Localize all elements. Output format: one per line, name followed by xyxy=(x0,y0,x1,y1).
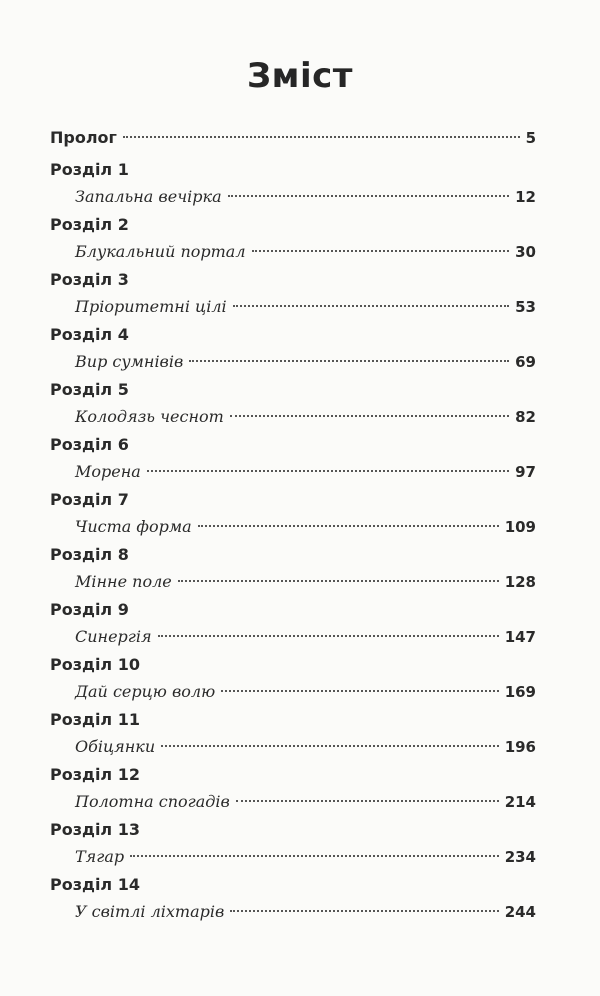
chapter-title: У світлі ліхтарів xyxy=(75,902,225,921)
chapter-title: Обіцянки xyxy=(75,737,156,756)
dot-leader xyxy=(123,136,520,138)
toc-chapter xyxy=(50,376,536,431)
toc-chapter xyxy=(50,596,536,651)
dot-leader xyxy=(228,195,510,197)
dot-leader xyxy=(198,525,499,527)
toc-chapter xyxy=(50,651,536,706)
chapter-title: Блукальний портал xyxy=(75,242,246,261)
chapter-title: Синергія xyxy=(75,627,152,646)
page-number: 214 xyxy=(504,793,536,811)
dot-leader xyxy=(178,580,499,582)
chapter-title: Вир сумнівів xyxy=(75,352,184,371)
chapter-heading: Розділ 9 xyxy=(50,600,129,619)
chapter-title: Мінне поле xyxy=(75,572,172,591)
chapter-title: Пріоритетні цілі xyxy=(75,297,227,316)
page-number: 169 xyxy=(504,683,536,701)
chapter-heading: Розділ 5 xyxy=(50,380,129,399)
page-number: 30 xyxy=(515,243,536,261)
dot-leader xyxy=(161,745,499,747)
page-number: 5 xyxy=(525,129,536,147)
toc-chapter xyxy=(50,761,536,816)
page-title: Зміст xyxy=(247,56,353,96)
dot-leader xyxy=(189,360,509,362)
dot-leader xyxy=(252,250,510,252)
chapter-title: Запальна вечірка xyxy=(75,187,222,206)
toc-chapter xyxy=(50,816,536,871)
toc-entry[interactable] xyxy=(50,898,536,926)
chapter-title: Чиста форма xyxy=(75,517,192,536)
dot-leader xyxy=(230,910,498,912)
toc-entry[interactable] xyxy=(50,678,536,706)
toc-entry[interactable] xyxy=(50,623,536,651)
toc-entry[interactable] xyxy=(50,843,536,871)
chapter-title: Дай серцю волю xyxy=(75,682,216,701)
chapter-heading: Розділ 1 xyxy=(50,160,129,179)
dot-leader xyxy=(147,470,509,472)
toc-entry[interactable] xyxy=(50,293,536,321)
dot-leader xyxy=(130,855,499,857)
chapter-heading: Розділ 12 xyxy=(50,765,140,784)
page-number: 69 xyxy=(515,353,536,371)
chapter-list xyxy=(50,156,536,926)
chapter-heading: Розділ 14 xyxy=(50,875,140,894)
page-number: 53 xyxy=(515,298,536,316)
toc-entry[interactable] xyxy=(50,733,536,761)
page-number: 97 xyxy=(515,463,536,481)
page-number: 244 xyxy=(504,903,536,921)
toc-chapter xyxy=(50,321,536,376)
table-of-contents xyxy=(50,124,536,926)
toc-chapter xyxy=(50,156,536,211)
toc-chapter xyxy=(50,211,536,266)
toc-entry[interactable] xyxy=(50,183,536,211)
toc-chapter xyxy=(50,706,536,761)
toc-entry[interactable] xyxy=(50,403,536,431)
toc-entry[interactable] xyxy=(50,513,536,541)
prologue-label: Пролог xyxy=(50,128,117,147)
toc-chapter xyxy=(50,541,536,596)
toc-chapter xyxy=(50,486,536,541)
dot-leader xyxy=(158,635,499,637)
chapter-title: Тягар xyxy=(75,847,125,866)
chapter-heading: Розділ 2 xyxy=(50,215,129,234)
dot-leader xyxy=(230,415,509,417)
dot-leader xyxy=(236,800,499,802)
toc-entry[interactable] xyxy=(50,568,536,596)
toc-entry[interactable] xyxy=(50,238,536,266)
page-number: 12 xyxy=(515,188,536,206)
chapter-heading: Розділ 3 xyxy=(50,270,129,289)
chapter-title: Колодязь чеснот xyxy=(75,407,224,426)
page-number: 234 xyxy=(504,848,536,866)
dot-leader xyxy=(233,305,509,307)
page-number: 147 xyxy=(504,628,536,646)
chapter-heading: Розділ 7 xyxy=(50,490,129,509)
toc-entry[interactable] xyxy=(50,788,536,816)
toc-chapter xyxy=(50,871,536,926)
chapter-heading: Розділ 4 xyxy=(50,325,129,344)
toc-entry[interactable] xyxy=(50,348,536,376)
dot-leader xyxy=(221,690,499,692)
chapter-title: Полотна спогадів xyxy=(75,792,230,811)
toc-chapter xyxy=(50,266,536,321)
chapter-title: Морена xyxy=(75,462,141,481)
toc-chapter xyxy=(50,431,536,486)
chapter-heading: Розділ 6 xyxy=(50,435,129,454)
page-number: 109 xyxy=(504,518,536,536)
toc-entry[interactable] xyxy=(50,458,536,486)
chapter-heading: Розділ 8 xyxy=(50,545,129,564)
chapter-heading: Розділ 10 xyxy=(50,655,140,674)
toc-entry-prologue[interactable] xyxy=(50,124,536,152)
page-number: 196 xyxy=(504,738,536,756)
chapter-heading: Розділ 13 xyxy=(50,820,140,839)
page-number: 82 xyxy=(515,408,536,426)
chapter-heading: Розділ 11 xyxy=(50,710,140,729)
page-number: 128 xyxy=(504,573,536,591)
